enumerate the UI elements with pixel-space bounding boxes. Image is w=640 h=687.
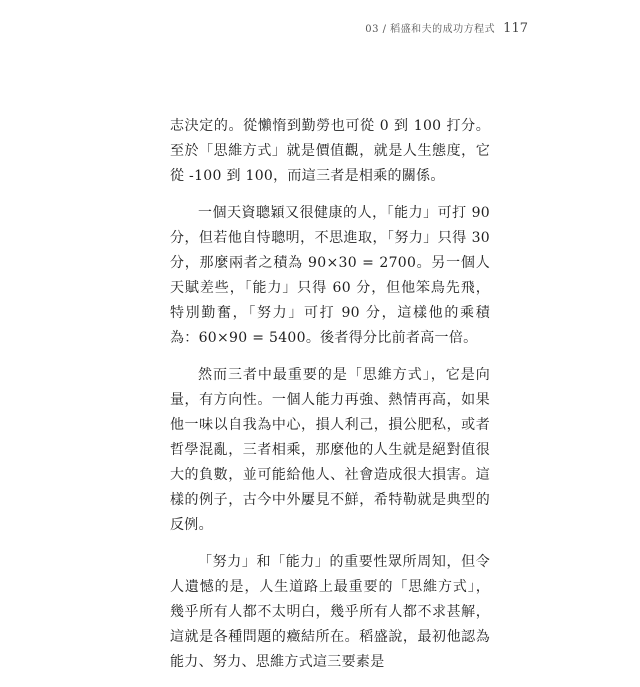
chapter-title: 03 / 稻盛和夫的成功方程式: [365, 24, 496, 35]
paragraph-2: 一個天資聰穎又很健康的人，「能力」可打 90 分，但若他自恃聰明，不思進取，「努力」只得 30 分，那麼兩者之積為 90×30 = 2700。另一個人天賦差些，「能力」只得 60 分，但他笨鳥先飛，特別勤奮，「努力」可打 90 分，這樣他的乘積為：60×90 = 5400。後者得分比前者高一倍。: [170, 205, 490, 346]
paragraph-4: 「努力」和「能力」的重要性眾所周知，但令人遺憾的是，人生道路上最重要的「思維方式」，幾乎所有人都不太明白，幾乎所有人都不求甚解，這就是各種問題的癥結所在。稻盛說，最初他認為能力、努力、思維方式這三要素是: [170, 554, 490, 670]
page-number: 117: [503, 21, 528, 36]
body-text: [170, 114, 490, 687]
running-header: [365, 20, 528, 36]
paragraph-1: 志決定的。從懶惰到勤勞也可從 0 到 100 打分。至於「思維方式」就是價值觀，就是人生態度，它從 -100 到 100，而這三者是相乘的關係。: [170, 118, 490, 184]
paragraph-3: 然而三者中最重要的是「思維方式」，它是向量，有方向性。一個人能力再強、熱情再高，如果他一味以自我為中心，損人利己，損公肥私，或者哲學混亂，三者相乘，那麼他的人生就是絕對值很大的負數，並可能給他人、社會造成很大損害。這樣的例子，古今中外屢見不鮮，希特勒就是典型的反例。: [170, 367, 490, 533]
